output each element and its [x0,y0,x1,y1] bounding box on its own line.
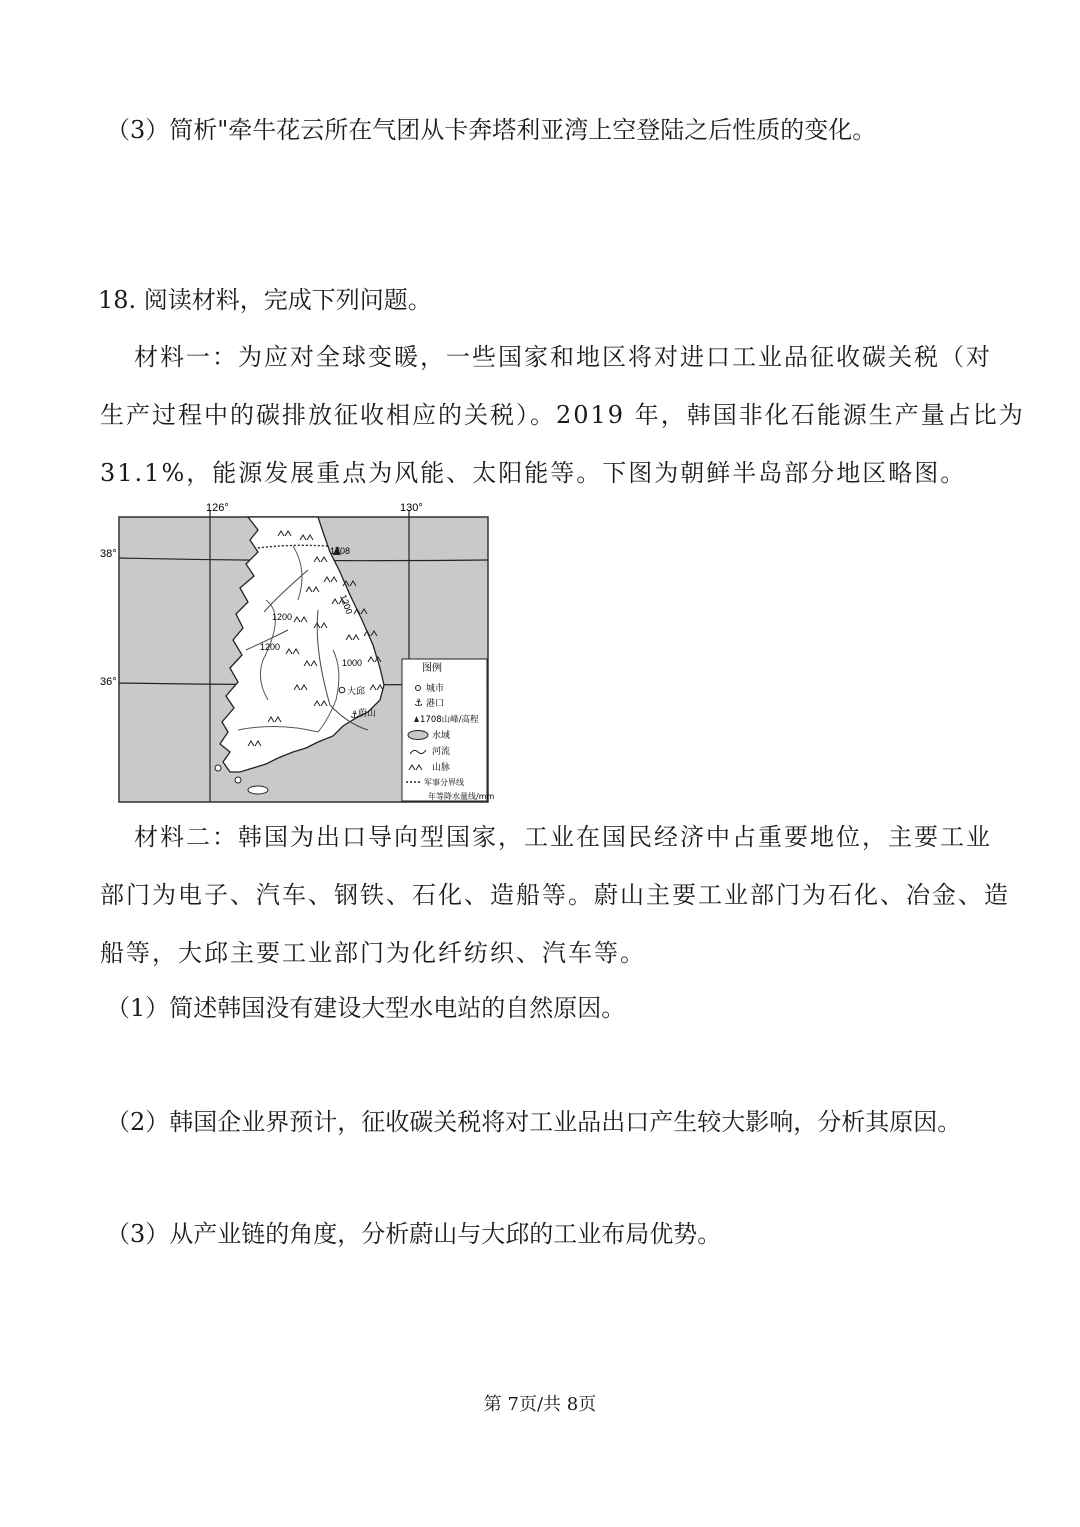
legend-item: 水域 [432,731,451,741]
question-2: （2）韩国企业界预计，征收碳关税将对工业品出口产生较大影响，分析其原因。 [106,1108,962,1136]
port-legend-icon: ⚓ [414,698,423,709]
q17-part3: （3）简析"牵牛花云所在气团从卡奔塔利亚湾上空登陆之后性质的变化。 [106,116,877,144]
q18-heading: 18. 阅读材料，完成下列问题。 [98,286,432,314]
contour-label: 1000 [342,658,363,668]
legend-item: 1708山峰/高程 [420,715,479,725]
legend-item: 山脉 [432,763,451,773]
lon-label-126: 126° [206,502,229,514]
lat-label-38: 38° [100,548,117,560]
legend-item: 年等降水量线/mm [428,792,495,801]
legend-item: 港口 [426,699,445,709]
material-two [100,808,1010,982]
material-two-line: 船等，大邱主要工业部门为化纤纺织、汽车等。 [100,939,646,967]
contour-label: 1200 [260,642,281,652]
material-two-line: 部门为电子、汽车、钢铁、石化、造船等。蔚山主要工业部门为石化、冶金、造 [100,881,1010,909]
contour-label: 1200 [272,612,293,622]
port-icon: ⚓ [350,710,359,721]
map-legend [402,659,494,801]
legend-item: 河流 [432,747,451,757]
water-legend-icon [408,731,428,740]
legend-item: 城市 [426,684,445,694]
lat-label-36: 36° [100,676,117,688]
material-two-line: 材料二：韩国为出口导向型国家，工业在国民经济中占重要地位，主要工业 [134,823,992,851]
city-marker [339,687,345,693]
material-one-line: 材料一：为应对全球变暖，一些国家和地区将对进口工业品征收碳关税（对 [134,343,992,371]
city-label: 蔚山 [358,709,377,719]
material-one [100,328,1025,502]
legend-item: 军事分界线 [424,778,464,787]
city-label: 大邱 [347,687,366,697]
material-one-line: 31.1%，能源发展重点为风能、太阳能等。下图为朝鲜半岛部分地区略图。 [100,459,967,487]
korea-peninsula-map [100,500,495,804]
question-3: （3）从产业链的角度，分析蔚山与大邱的工业布局优势。 [106,1220,722,1248]
peak-label: 1708 [330,546,351,556]
contour-label: 1200 [338,593,355,616]
legend-title: 图例 [422,663,442,674]
lon-label-130: 130° [400,502,423,514]
page-footer: 第 7页/共 8页 [483,1394,597,1415]
material-one-line: 生产过程中的碳排放征收相应的关税）。2019 年，韩国非化石能源生产量占比为 [100,401,1025,429]
question-1: （1）简述韩国没有建设大型水电站的自然原因。 [106,994,626,1022]
city-legend-icon [416,686,421,691]
